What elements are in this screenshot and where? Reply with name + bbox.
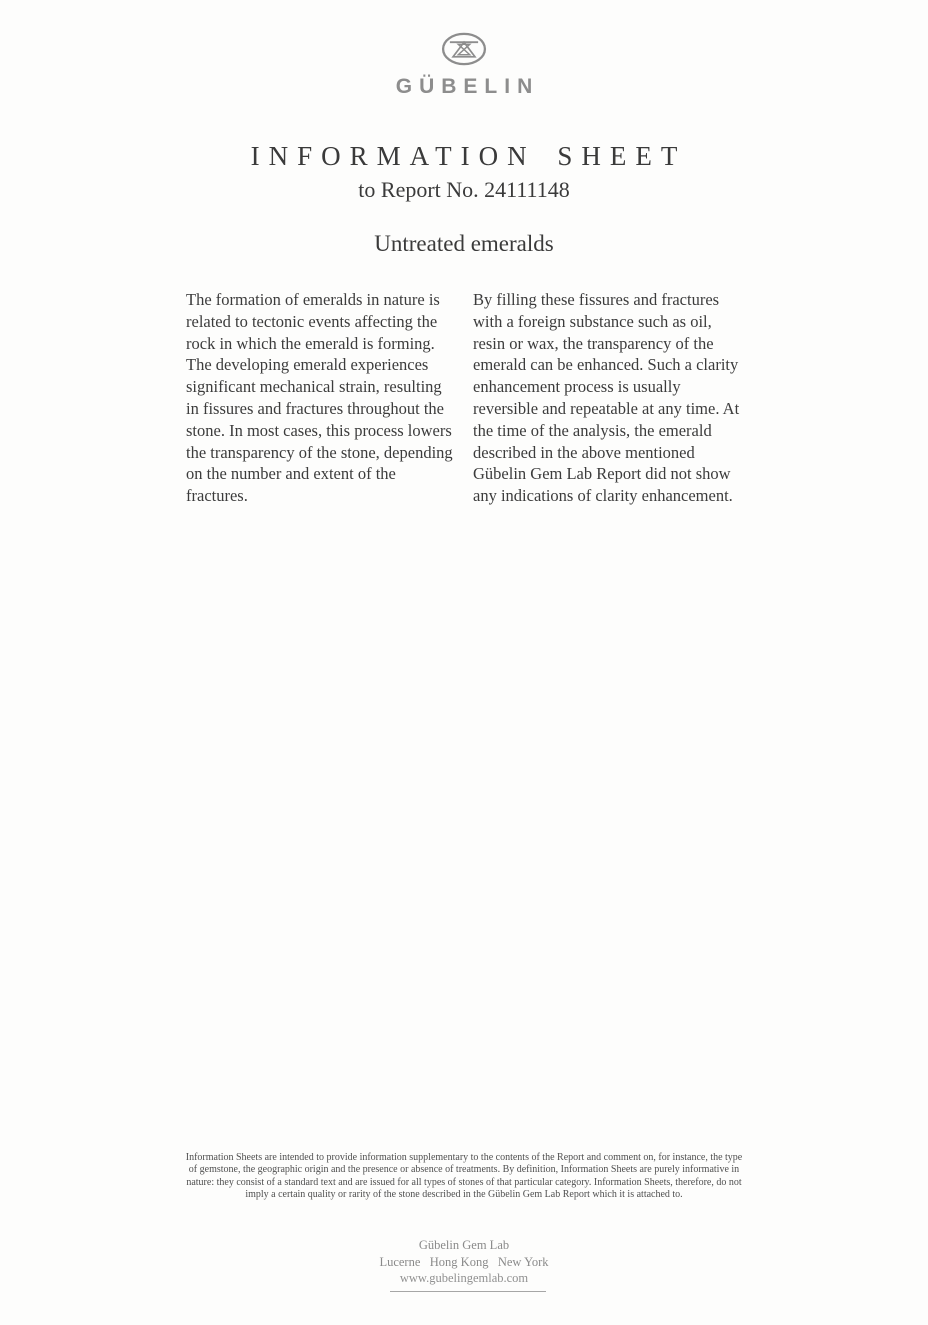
brand-logo bbox=[0, 30, 928, 99]
footer-locations: Lucerne Hong Kong New York bbox=[379, 1254, 549, 1269]
footer-address-block bbox=[0, 1237, 928, 1287]
page-title: INFORMATION SHEET bbox=[250, 141, 687, 171]
report-number-subtitle: to Report No. 24111148 bbox=[358, 177, 570, 202]
gubelin-emblem-icon bbox=[441, 30, 487, 73]
brand-wordmark: GÜBELIN bbox=[395, 75, 540, 98]
footer-website-link[interactable]: www.gubelingemlab.com bbox=[399, 1271, 529, 1285]
sheet-topic-heading: Untreated emeralds bbox=[374, 231, 554, 256]
body-right-column: By filling these fissures and fractures with a foreign substance such as oil, resin or wax, the transparency of the emerald can be enhanced. Such a clarity enhancement process is usually reversible and repeatable at any time. At the time of the analysis, the emerald described in the above mentioned Gübelin Gem Lab Report did not show any indications of clarity enhancement. bbox=[473, 290, 740, 506]
body-left-column: The formation of emeralds in nature is related to tectonic events affecting the rock in which the emerald is forming. The developing emerald experiences significant mechanical strain, resulting in fissures and fractures throughout the stone. In most cases, this process lowers the transparency of the stone, depending on the number and extent of the fractures. bbox=[186, 290, 453, 506]
footer-divider bbox=[390, 1291, 546, 1292]
footnote-disclaimer: Information Sheets are intended to provide information supplementary to the contents of the Report and comment on, for instance, the type of gemstone, the geographic origin and the presence or absence of treatments. By definition, Information Sheets are purely informative in nature: they consist of a standard text and are issued for all types of stones of that particular category. Information Sheets, therefore, do not imply a certain quality or rarity of the stone described in the Gübelin Gem Lab Report which it is attached to. bbox=[185, 1152, 743, 1200]
body-columns bbox=[186, 289, 742, 507]
footer-lab-name: Gübelin Gem Lab bbox=[418, 1238, 510, 1252]
